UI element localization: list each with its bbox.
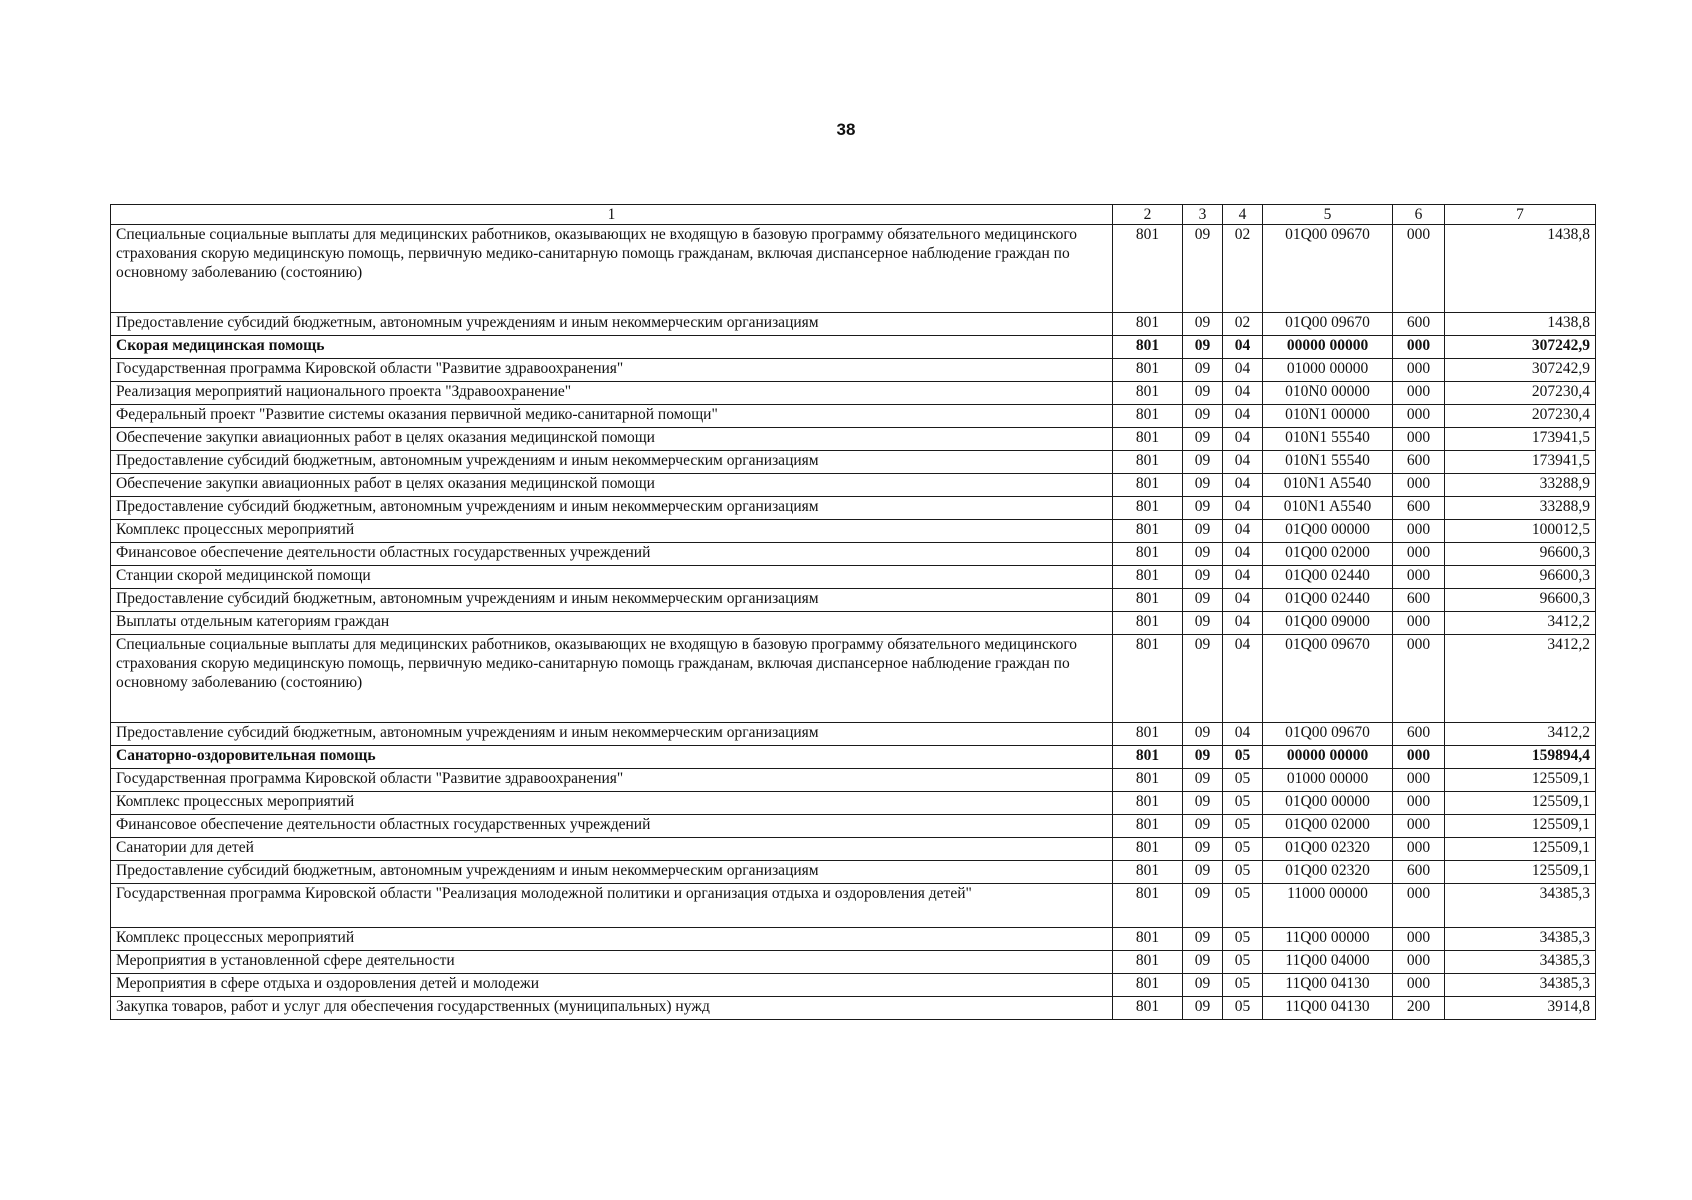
row-name: Комплекс процессных мероприятий	[111, 792, 1113, 815]
row-col-3: 09	[1183, 723, 1223, 746]
row-col-2: 801	[1113, 746, 1183, 769]
row-col-5: 01Q00 02000	[1263, 543, 1393, 566]
row-col-4: 05	[1223, 974, 1263, 997]
row-col-5: 01000 00000	[1263, 769, 1393, 792]
row-col-5: 01Q00 02440	[1263, 589, 1393, 612]
table-row	[111, 359, 1596, 382]
column-header-7: 7	[1445, 205, 1596, 225]
row-amount: 159894,4	[1445, 746, 1596, 769]
row-col-2: 801	[1113, 769, 1183, 792]
table-row	[111, 769, 1596, 792]
row-col-2: 801	[1113, 974, 1183, 997]
row-col-3: 09	[1183, 359, 1223, 382]
row-col-6: 000	[1393, 543, 1445, 566]
row-col-5: 01Q00 02000	[1263, 815, 1393, 838]
row-amount: 34385,3	[1445, 951, 1596, 974]
row-col-3: 09	[1183, 884, 1223, 928]
row-col-6: 000	[1393, 928, 1445, 951]
row-col-2: 801	[1113, 635, 1183, 723]
row-col-3: 09	[1183, 928, 1223, 951]
row-name: Предоставление субсидий бюджетным, автономным учреждениям и иным некоммерческим организациям	[111, 313, 1113, 336]
row-col-2: 801	[1113, 543, 1183, 566]
row-col-5: 00000 00000	[1263, 746, 1393, 769]
table-row	[111, 635, 1596, 723]
row-name: Финансовое обеспечение деятельности областных государственных учреждений	[111, 543, 1113, 566]
table-row	[111, 474, 1596, 497]
row-col-2: 801	[1113, 723, 1183, 746]
row-amount: 33288,9	[1445, 497, 1596, 520]
row-col-3: 09	[1183, 635, 1223, 723]
table-row	[111, 884, 1596, 928]
row-col-6: 000	[1393, 336, 1445, 359]
row-col-6: 000	[1393, 405, 1445, 428]
table-row	[111, 792, 1596, 815]
row-col-6: 200	[1393, 997, 1445, 1020]
row-col-2: 801	[1113, 405, 1183, 428]
row-col-5: 11Q00 04130	[1263, 997, 1393, 1020]
row-name: Специальные социальные выплаты для медицинских работников, оказывающих не входящую в базовую программу обязательного медицинского страхования скорую медицинскую помощь, первичную медико-санитарную помощь гражданам, включая диспансерное наблюдение граждан по основному заболеванию (состоянию)	[111, 225, 1113, 313]
row-col-2: 801	[1113, 497, 1183, 520]
row-col-4: 04	[1223, 723, 1263, 746]
row-name: Предоставление субсидий бюджетным, автономным учреждениям и иным некоммерческим организациям	[111, 451, 1113, 474]
row-amount: 307242,9	[1445, 359, 1596, 382]
row-col-5: 010N1 00000	[1263, 405, 1393, 428]
table-row	[111, 225, 1596, 313]
row-col-5: 00000 00000	[1263, 336, 1393, 359]
row-col-4: 05	[1223, 861, 1263, 884]
row-col-2: 801	[1113, 951, 1183, 974]
table-row	[111, 861, 1596, 884]
row-col-3: 09	[1183, 769, 1223, 792]
row-name: Мероприятия в сфере отдыха и оздоровления детей и молодежи	[111, 974, 1113, 997]
row-col-4: 04	[1223, 520, 1263, 543]
row-col-4: 04	[1223, 543, 1263, 566]
row-col-5: 01Q00 02440	[1263, 566, 1393, 589]
table-row	[111, 336, 1596, 359]
row-col-6: 000	[1393, 792, 1445, 815]
row-col-5: 010N0 00000	[1263, 382, 1393, 405]
row-col-5: 01Q00 02320	[1263, 861, 1393, 884]
table-row	[111, 997, 1596, 1020]
row-col-4: 04	[1223, 566, 1263, 589]
row-col-4: 04	[1223, 635, 1263, 723]
row-amount: 207230,4	[1445, 382, 1596, 405]
row-col-4: 04	[1223, 405, 1263, 428]
row-col-2: 801	[1113, 566, 1183, 589]
row-name: Предоставление субсидий бюджетным, автономным учреждениям и иным некоммерческим организациям	[111, 861, 1113, 884]
row-name: Обеспечение закупки авиационных работ в целях оказания медицинской помощи	[111, 474, 1113, 497]
row-col-6: 000	[1393, 974, 1445, 997]
row-col-6: 000	[1393, 474, 1445, 497]
row-col-6: 000	[1393, 815, 1445, 838]
row-col-4: 04	[1223, 451, 1263, 474]
table-row	[111, 974, 1596, 997]
row-name: Специальные социальные выплаты для медицинских работников, оказывающих не входящую в базовую программу обязательного медицинского страхования скорую медицинскую помощь, первичную медико-санитарную помощь гражданам, включая диспансерное наблюдение граждан по основному заболеванию (состоянию)	[111, 635, 1113, 723]
row-col-2: 801	[1113, 928, 1183, 951]
row-name: Закупка товаров, работ и услуг для обеспечения государственных (муниципальных) нужд	[111, 997, 1113, 1020]
row-col-6: 000	[1393, 635, 1445, 723]
row-col-4: 04	[1223, 497, 1263, 520]
row-col-5: 01Q00 09670	[1263, 723, 1393, 746]
row-col-6: 000	[1393, 359, 1445, 382]
row-col-6: 000	[1393, 838, 1445, 861]
row-col-3: 09	[1183, 382, 1223, 405]
row-col-5: 01Q00 09000	[1263, 612, 1393, 635]
row-col-4: 05	[1223, 769, 1263, 792]
row-col-3: 09	[1183, 225, 1223, 313]
table-row	[111, 815, 1596, 838]
row-col-4: 02	[1223, 225, 1263, 313]
row-col-5: 11Q00 04000	[1263, 951, 1393, 974]
row-col-5: 01Q00 09670	[1263, 313, 1393, 336]
row-col-3: 09	[1183, 997, 1223, 1020]
row-col-6: 000	[1393, 746, 1445, 769]
row-amount: 173941,5	[1445, 428, 1596, 451]
row-col-2: 801	[1113, 225, 1183, 313]
table-row	[111, 543, 1596, 566]
row-amount: 173941,5	[1445, 451, 1596, 474]
row-col-6: 000	[1393, 951, 1445, 974]
row-col-3: 09	[1183, 838, 1223, 861]
row-name: Выплаты отдельным категориям граждан	[111, 612, 1113, 635]
row-col-3: 09	[1183, 313, 1223, 336]
row-amount: 34385,3	[1445, 928, 1596, 951]
row-amount: 125509,1	[1445, 838, 1596, 861]
row-col-6: 000	[1393, 612, 1445, 635]
row-col-5: 11Q00 00000	[1263, 928, 1393, 951]
row-col-2: 801	[1113, 884, 1183, 928]
row-col-3: 09	[1183, 451, 1223, 474]
row-col-4: 04	[1223, 428, 1263, 451]
row-col-2: 801	[1113, 792, 1183, 815]
table-row	[111, 566, 1596, 589]
row-col-6: 000	[1393, 382, 1445, 405]
row-col-3: 09	[1183, 520, 1223, 543]
row-col-4: 04	[1223, 359, 1263, 382]
row-name: Санаторно-оздоровительная помощь	[111, 746, 1113, 769]
row-col-6: 600	[1393, 589, 1445, 612]
table-header-row	[111, 205, 1596, 225]
row-col-3: 09	[1183, 974, 1223, 997]
column-header-5: 5	[1263, 205, 1393, 225]
row-col-6: 600	[1393, 313, 1445, 336]
table-row	[111, 405, 1596, 428]
row-col-2: 801	[1113, 451, 1183, 474]
row-col-4: 05	[1223, 928, 1263, 951]
row-col-4: 05	[1223, 884, 1263, 928]
row-col-5: 01Q00 00000	[1263, 792, 1393, 815]
row-col-2: 801	[1113, 612, 1183, 635]
row-col-4: 05	[1223, 792, 1263, 815]
row-col-2: 801	[1113, 997, 1183, 1020]
row-col-2: 801	[1113, 336, 1183, 359]
row-col-3: 09	[1183, 497, 1223, 520]
row-col-4: 04	[1223, 336, 1263, 359]
column-header-3: 3	[1183, 205, 1223, 225]
row-amount: 100012,5	[1445, 520, 1596, 543]
row-name: Предоставление субсидий бюджетным, автономным учреждениям и иным некоммерческим организациям	[111, 589, 1113, 612]
row-col-2: 801	[1113, 520, 1183, 543]
row-col-5: 01000 00000	[1263, 359, 1393, 382]
table-row	[111, 589, 1596, 612]
row-col-5: 11Q00 04130	[1263, 974, 1393, 997]
table-row	[111, 838, 1596, 861]
row-name: Предоставление субсидий бюджетным, автономным учреждениям и иным некоммерческим организациям	[111, 497, 1113, 520]
row-name: Федеральный проект "Развитие системы оказания первичной медико-санитарной помощи"	[111, 405, 1113, 428]
column-header-2: 2	[1113, 205, 1183, 225]
column-header-4: 4	[1223, 205, 1263, 225]
row-col-2: 801	[1113, 428, 1183, 451]
row-amount: 33288,9	[1445, 474, 1596, 497]
budget-table	[110, 204, 1596, 1020]
row-amount: 307242,9	[1445, 336, 1596, 359]
row-col-4: 05	[1223, 951, 1263, 974]
row-name: Государственная программа Кировской области "Развитие здравоохранения"	[111, 769, 1113, 792]
row-col-5: 01Q00 09670	[1263, 635, 1393, 723]
row-col-3: 09	[1183, 861, 1223, 884]
row-col-6: 000	[1393, 428, 1445, 451]
table-row	[111, 520, 1596, 543]
row-col-6: 600	[1393, 451, 1445, 474]
row-amount: 34385,3	[1445, 974, 1596, 997]
row-name: Станции скорой медицинской помощи	[111, 566, 1113, 589]
row-col-6: 000	[1393, 769, 1445, 792]
row-col-3: 09	[1183, 405, 1223, 428]
row-amount: 125509,1	[1445, 815, 1596, 838]
table-row	[111, 612, 1596, 635]
row-col-5: 11000 00000	[1263, 884, 1393, 928]
row-col-6: 000	[1393, 225, 1445, 313]
row-col-5: 010N1 55540	[1263, 428, 1393, 451]
row-amount: 125509,1	[1445, 861, 1596, 884]
row-col-3: 09	[1183, 589, 1223, 612]
table-row	[111, 382, 1596, 405]
row-name: Мероприятия в установленной сфере деятельности	[111, 951, 1113, 974]
row-col-3: 09	[1183, 543, 1223, 566]
row-col-6: 000	[1393, 520, 1445, 543]
row-amount: 3412,2	[1445, 723, 1596, 746]
row-col-2: 801	[1113, 589, 1183, 612]
row-amount: 1438,8	[1445, 225, 1596, 313]
row-name: Санатории для детей	[111, 838, 1113, 861]
row-col-3: 09	[1183, 336, 1223, 359]
row-amount: 34385,3	[1445, 884, 1596, 928]
row-amount: 207230,4	[1445, 405, 1596, 428]
row-col-2: 801	[1113, 838, 1183, 861]
table-row	[111, 723, 1596, 746]
row-name: Государственная программа Кировской области "Развитие здравоохранения"	[111, 359, 1113, 382]
row-col-3: 09	[1183, 746, 1223, 769]
row-name: Комплекс процессных мероприятий	[111, 520, 1113, 543]
row-amount: 3412,2	[1445, 612, 1596, 635]
row-col-2: 801	[1113, 474, 1183, 497]
row-col-6: 000	[1393, 884, 1445, 928]
table-row	[111, 428, 1596, 451]
row-col-6: 600	[1393, 861, 1445, 884]
row-col-3: 09	[1183, 951, 1223, 974]
row-amount: 96600,3	[1445, 543, 1596, 566]
table-row	[111, 451, 1596, 474]
row-amount: 1438,8	[1445, 313, 1596, 336]
row-col-4: 04	[1223, 382, 1263, 405]
row-amount: 3412,2	[1445, 635, 1596, 723]
table-row	[111, 928, 1596, 951]
row-col-4: 05	[1223, 997, 1263, 1020]
row-col-3: 09	[1183, 474, 1223, 497]
column-header-6: 6	[1393, 205, 1445, 225]
table-row	[111, 313, 1596, 336]
row-amount: 96600,3	[1445, 589, 1596, 612]
row-name: Финансовое обеспечение деятельности областных государственных учреждений	[111, 815, 1113, 838]
table-row	[111, 951, 1596, 974]
row-amount: 125509,1	[1445, 769, 1596, 792]
row-col-2: 801	[1113, 359, 1183, 382]
row-col-4: 05	[1223, 815, 1263, 838]
page-number: 38	[836, 120, 856, 139]
row-name: Предоставление субсидий бюджетным, автономным учреждениям и иным некоммерческим организациям	[111, 723, 1113, 746]
row-col-5: 01Q00 09670	[1263, 225, 1393, 313]
row-col-3: 09	[1183, 566, 1223, 589]
table-row	[111, 746, 1596, 769]
row-col-3: 09	[1183, 612, 1223, 635]
row-col-4: 02	[1223, 313, 1263, 336]
row-col-5: 010N1 A5540	[1263, 474, 1393, 497]
table-row	[111, 497, 1596, 520]
row-col-5: 01Q00 00000	[1263, 520, 1393, 543]
row-col-5: 010N1 55540	[1263, 451, 1393, 474]
row-col-2: 801	[1113, 382, 1183, 405]
row-col-3: 09	[1183, 428, 1223, 451]
row-name: Обеспечение закупки авиационных работ в целях оказания медицинской помощи	[111, 428, 1113, 451]
row-name: Скорая медицинская помощь	[111, 336, 1113, 359]
row-name: Реализация мероприятий национального проекта "Здравоохранение"	[111, 382, 1113, 405]
row-col-4: 04	[1223, 612, 1263, 635]
row-col-4: 05	[1223, 838, 1263, 861]
row-col-4: 04	[1223, 589, 1263, 612]
row-amount: 96600,3	[1445, 566, 1596, 589]
row-col-4: 04	[1223, 474, 1263, 497]
row-col-2: 801	[1113, 313, 1183, 336]
row-col-6: 600	[1393, 497, 1445, 520]
row-col-4: 05	[1223, 746, 1263, 769]
row-col-3: 09	[1183, 815, 1223, 838]
row-col-2: 801	[1113, 861, 1183, 884]
row-col-3: 09	[1183, 792, 1223, 815]
row-col-5: 010N1 A5540	[1263, 497, 1393, 520]
row-name: Комплекс процессных мероприятий	[111, 928, 1113, 951]
row-col-6: 600	[1393, 723, 1445, 746]
row-col-5: 01Q00 02320	[1263, 838, 1393, 861]
column-header-1: 1	[111, 205, 1113, 225]
row-col-2: 801	[1113, 815, 1183, 838]
row-amount: 3914,8	[1445, 997, 1596, 1020]
row-name: Государственная программа Кировской области "Реализация молодежной политики и организация отдыха и оздоровления детей"	[111, 884, 1113, 928]
row-col-6: 000	[1393, 566, 1445, 589]
row-amount: 125509,1	[1445, 792, 1596, 815]
